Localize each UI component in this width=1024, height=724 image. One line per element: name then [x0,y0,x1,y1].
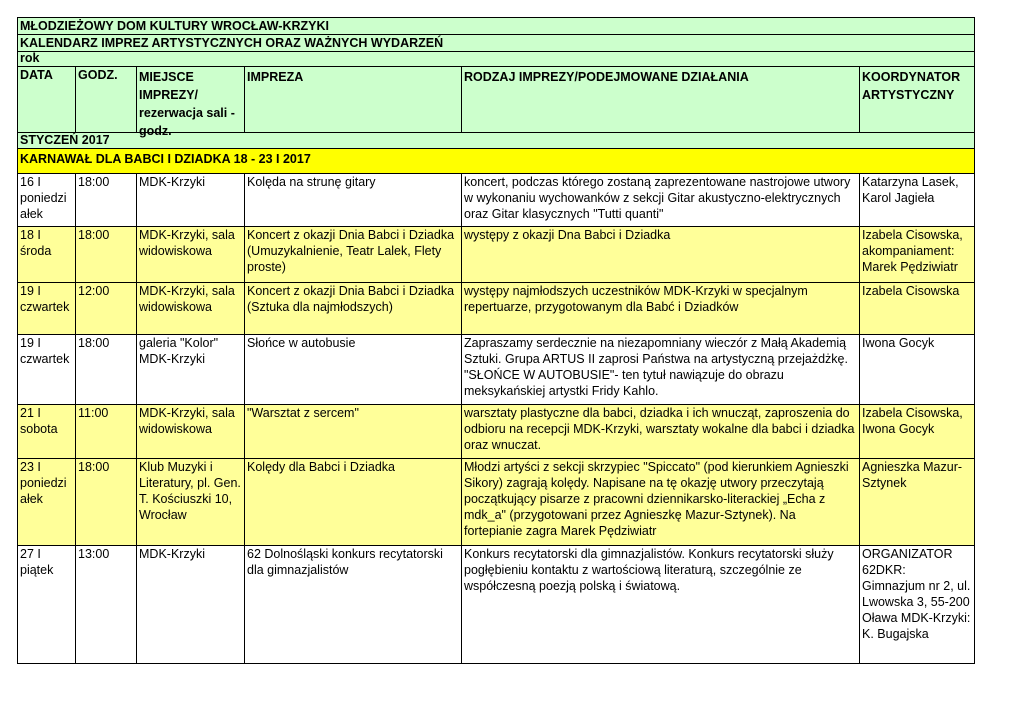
event-type: Konkurs recytatorski dla gimnazjalistów. Konkurs recytatorski służy pogłębieniu kontaktu z wartościową literaturą, szczególnie ze współczesną poezją polską i światową. [462,546,860,664]
event-type: warsztaty plastyczne dla babci, dziadka i ich wnucząt, zaproszenia do odbioru na recepcji MDK-Krzyki, warsztaty wokalne dla babci i dziadka oraz wnuczat. [462,405,860,459]
table-row [18,335,975,405]
event-coordinator: Katarzyna Lasek, Karol Jagieła [860,174,975,227]
col-header-time: GODZ. [76,67,137,133]
year-label: rok [18,52,975,67]
column-header-row [18,67,975,133]
section-label: KARNAWAŁ DLA BABCI I DZIADKA 18 - 23 I 2017 [18,149,975,174]
table-row [18,283,975,335]
event-place: MDK-Krzyki, sala widowiskowa [137,227,245,283]
year-row [18,52,975,67]
event-date: 19 I czwartek [18,283,76,335]
col-header-coordinator: KOORDYNATOR ARTYSTYCZNY [860,67,975,133]
event-place: MDK-Krzyki [137,546,245,664]
event-name: Kolęda na strunę gitary [245,174,462,227]
event-time: 13:00 [76,546,137,664]
event-type: Zapraszamy serdecznie na niezapomniany wieczór z Małą Akademią Sztuki. Grupa ARTUS II zaprosi Państwa na artystyczną przejażdżkę. "SŁOŃCE W AUTOBUSIE"- ten tytuł nawiązuje do obrazu meksykańskiej artystki Fridy Kahlo. [462,335,860,405]
event-name: 62 Dolnośląski konkurs recytatorski dla gimnazjalistów [245,546,462,664]
event-time: 12:00 [76,283,137,335]
event-name: Koncert z okazji Dnia Babci i Dziadka (Umuzykalnienie, Teatr Lalek, Flety proste) [245,227,462,283]
event-type: Młodzi artyści z sekcji skrzypiec "Spiccato" (pod kierunkiem Agnieszki Sikory) zagrają kolędy. Napisane na tę okazję utwory przeczytają początkujący pisarze z pracowni dziennikarsko-literackiej „Echa z mdk_a" (przygotowani przez Agnieszkę Mazur-Sztynek). Na fortepianie zagra Marek Pędziwiatr [462,459,860,546]
event-date: 21 I sobota [18,405,76,459]
month-label: STYCZEŃ 2017 [18,133,975,149]
event-time: 18:00 [76,227,137,283]
event-time: 18:00 [76,335,137,405]
event-date: 19 I czwartek [18,335,76,405]
table-row [18,405,975,459]
col-header-date: DATA [18,67,76,133]
table-row [18,459,975,546]
event-place: MDK-Krzyki [137,174,245,227]
col-header-place [137,67,245,138]
event-date: 18 I środa [18,227,76,283]
events-calendar-table [17,17,975,664]
event-coordinator: Izabela Cisowska, Iwona Gocyk [860,405,975,459]
event-type: koncert, podczas którego zostaną zaprezentowane nastrojowe utwory w wykonaniu wychowanków z sekcji Gitar akustyczno-elektrycznych oraz Gitar klasycznych "Tutti quanti" [462,174,860,227]
calendar-title: KALENDARZ IMPREZ ARTYSTYCZNYCH ORAZ WAŻNYCH WYDARZEŃ [18,35,975,52]
section-row [18,149,975,174]
event-date: 23 I poniedzi ałek [18,459,76,546]
col-header-type: RODZAJ IMPREZY/PODEJMOWANE DZIAŁANIA [462,67,860,133]
col-header-place-text: MIEJSCE IMPREZY/ rezerwacja sali - godz. [139,70,235,138]
event-place: MDK-Krzyki, sala widowiskowa [137,283,245,335]
event-coordinator: Izabela Cisowska [860,283,975,335]
event-time: 11:00 [76,405,137,459]
event-type: występy najmłodszych uczestników MDK-Krzyki w specjalnym repertuarze, przygotowanym dla Babć i Dziadków [462,283,860,335]
event-date: 27 I piątek [18,546,76,664]
event-place: MDK-Krzyki, sala widowiskowa [137,405,245,459]
table-row [18,174,975,227]
event-coordinator: Agnieszka Mazur-Sztynek [860,459,975,546]
event-place: galeria "Kolor" MDK-Krzyki [137,335,245,405]
col-header-event: IMPREZA [245,67,462,133]
table-row [18,546,975,664]
event-coordinator: Iwona Gocyk [860,335,975,405]
event-type: występy z okazji Dna Babci i Dziadka [462,227,860,283]
event-time: 18:00 [76,459,137,546]
event-name: Kolędy dla Babci i Dziadka [245,459,462,546]
title-row-1 [18,18,975,35]
event-name: Słońce w autobusie [245,335,462,405]
event-coordinator: Izabela Cisowska, akompaniament: Marek Pędziwiatr [860,227,975,283]
event-date: 16 I poniedzi ałek [18,174,76,227]
event-name: Koncert z okazji Dnia Babci i Dziadka (Sztuka dla najmłodszych) [245,283,462,335]
event-coordinator: ORGANIZATOR 62DKR: Gimnazjum nr 2, ul. Lwowska 3, 55-200 Oława MDK-Krzyki: K. Bugajska [860,546,975,664]
event-name: "Warsztat z sercem" [245,405,462,459]
table-row [18,227,975,283]
institution-title: MŁODZIEŻOWY DOM KULTURY WROCŁAW-KRZYKI [18,18,975,35]
event-place: Klub Muzyki i Literatury, pl. Gen. T. Kościuszki 10, Wrocław [137,459,245,546]
title-row-2 [18,35,975,52]
event-time: 18:00 [76,174,137,227]
